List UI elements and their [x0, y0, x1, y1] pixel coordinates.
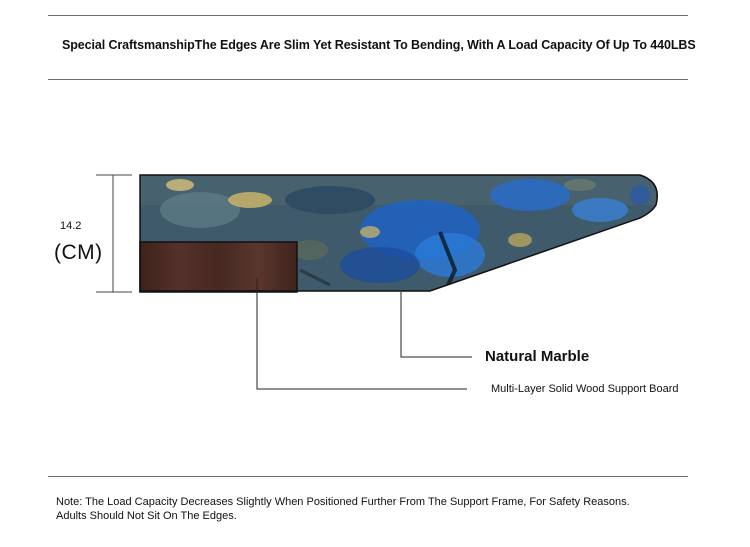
wood-board-label: Multi-Layer Solid Wood Support Board: [491, 383, 679, 395]
footer-note: Note: The Load Capacity Decreases Slightly When Positioned Further From The Support Frame, For Safety Reasons. Adults Should Not Sit On The Edges.: [56, 496, 630, 522]
dimension-unit: (CM): [54, 241, 103, 264]
headline-text: Special CraftsmanshipThe Edges Are Slim Yet Resistant To Bending, With A Load Capacity Of Up To 440LBS: [62, 38, 696, 52]
wood-leader-line: [257, 278, 467, 389]
height-dimension-bracket: [96, 175, 132, 292]
natural-marble-label: Natural Marble: [485, 348, 590, 365]
wood-support-board: [140, 242, 297, 292]
footer-top-rule: [48, 476, 688, 477]
marble-leader-line: [401, 292, 472, 357]
dimension-value: 14.2: [60, 220, 82, 232]
